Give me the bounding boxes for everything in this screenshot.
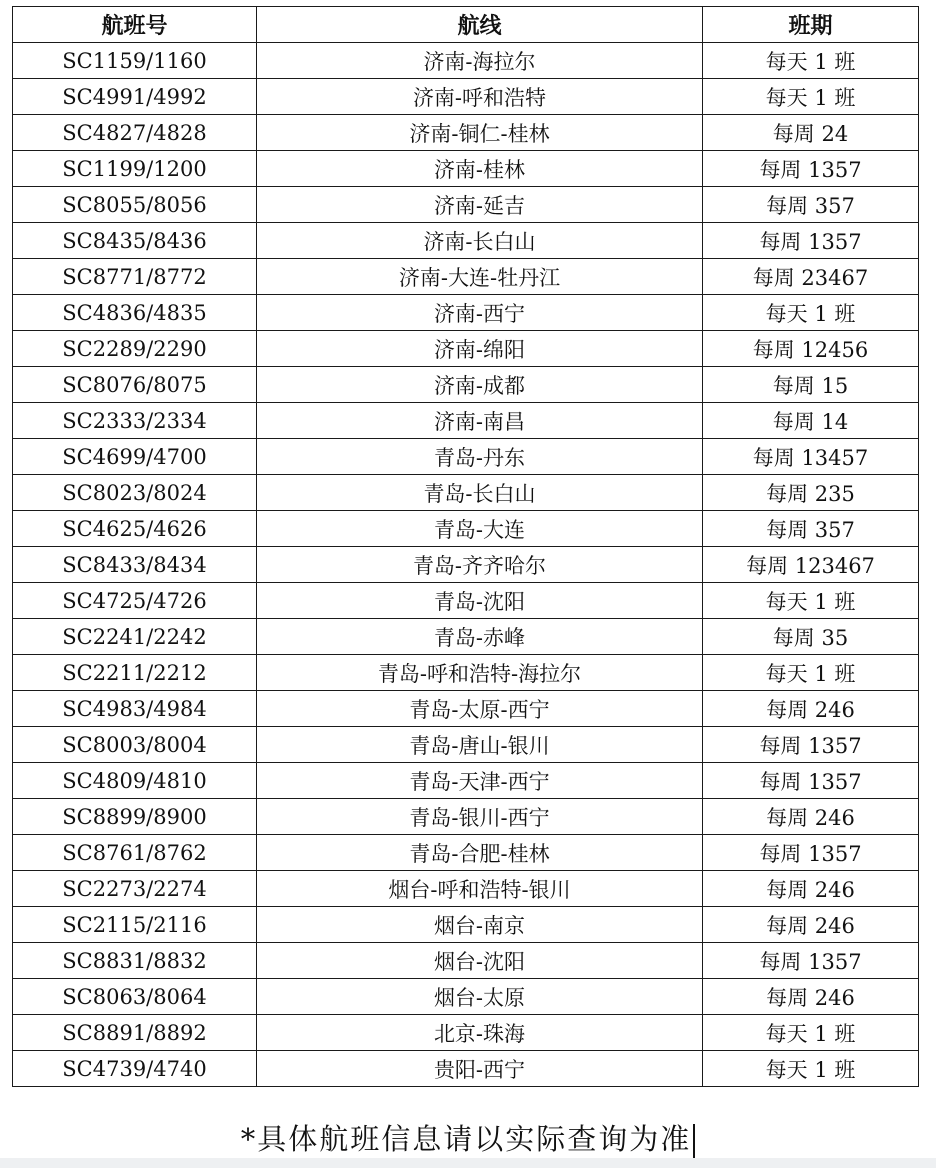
route-cell: 青岛-合肥-桂林 [257,835,703,871]
schedule-cell: 每周 12456 [703,331,919,367]
route-cell: 北京-珠海 [257,1015,703,1051]
table-row [13,331,919,367]
route-cell: 济南-海拉尔 [257,43,703,79]
flight-number-cell: SC4827/4828 [13,115,257,151]
schedule-cell: 每周 235 [703,475,919,511]
route-cell: 烟台-太原 [257,979,703,1015]
route-cell: 青岛-呼和浩特-海拉尔 [257,655,703,691]
route-cell: 济南-南昌 [257,403,703,439]
footnote[interactable] [0,1117,936,1158]
schedule-cell: 每周 1357 [703,151,919,187]
table-row [13,907,919,943]
table-row [13,1015,919,1051]
schedule-cell: 每周 246 [703,691,919,727]
flight-number-cell: SC8023/8024 [13,475,257,511]
schedule-cell: 每天 1 班 [703,79,919,115]
flight-number-cell: SC2211/2212 [13,655,257,691]
route-cell: 济南-绵阳 [257,331,703,367]
table-row [13,439,919,475]
schedule-cell: 每周 357 [703,187,919,223]
flight-number-cell: SC4836/4835 [13,295,257,331]
table-row [13,259,919,295]
route-cell: 青岛-大连 [257,511,703,547]
flight-number-cell: SC8831/8832 [13,943,257,979]
table-row [13,475,919,511]
schedule-cell: 每周 15 [703,367,919,403]
table-row [13,187,919,223]
flight-number-cell: SC4809/4810 [13,763,257,799]
schedule-cell: 每周 35 [703,619,919,655]
route-cell: 济南-成都 [257,367,703,403]
flight-number-cell: SC8003/8004 [13,727,257,763]
schedule-cell: 每周 246 [703,871,919,907]
footnote-text: *具体航班信息请以实际查询为准 [240,1122,692,1156]
table-row [13,691,919,727]
schedule-cell: 每周 23467 [703,259,919,295]
schedule-cell: 每天 1 班 [703,583,919,619]
table-row [13,367,919,403]
table-row [13,871,919,907]
flight-number-cell: SC1159/1160 [13,43,257,79]
header-route: 航线 [257,7,703,43]
table-row [13,79,919,115]
table-header-row [13,7,919,43]
table-row [13,295,919,331]
schedule-cell: 每周 357 [703,511,919,547]
flight-number-cell: SC2289/2290 [13,331,257,367]
route-cell: 青岛-赤峰 [257,619,703,655]
schedule-cell: 每周 1357 [703,763,919,799]
route-cell: 青岛-银川-西宁 [257,799,703,835]
flight-number-cell: SC8076/8075 [13,367,257,403]
table-row [13,43,919,79]
table-row [13,223,919,259]
route-cell: 济南-西宁 [257,295,703,331]
route-cell: 烟台-南京 [257,907,703,943]
route-cell: 济南-长白山 [257,223,703,259]
flight-schedule-table [12,6,919,1087]
flight-number-cell: SC8063/8064 [13,979,257,1015]
schedule-cell: 每周 24 [703,115,919,151]
schedule-cell: 每天 1 班 [703,43,919,79]
route-cell: 济南-铜仁-桂林 [257,115,703,151]
route-cell: 济南-呼和浩特 [257,79,703,115]
schedule-cell: 每天 1 班 [703,1015,919,1051]
flight-number-cell: SC8891/8892 [13,1015,257,1051]
table-row [13,799,919,835]
flight-number-cell: SC4991/4992 [13,79,257,115]
schedule-cell: 每天 1 班 [703,655,919,691]
route-cell: 青岛-丹东 [257,439,703,475]
schedule-cell: 每周 14 [703,403,919,439]
flight-number-cell: SC8761/8762 [13,835,257,871]
flight-number-cell: SC4725/4726 [13,583,257,619]
schedule-cell: 每周 1357 [703,223,919,259]
flight-number-cell: SC4983/4984 [13,691,257,727]
flight-number-cell: SC2241/2242 [13,619,257,655]
flight-number-cell: SC4699/4700 [13,439,257,475]
table-row [13,115,919,151]
schedule-cell: 每周 246 [703,979,919,1015]
schedule-cell: 每天 1 班 [703,1051,919,1087]
table-row [13,727,919,763]
route-cell: 青岛-沈阳 [257,583,703,619]
flight-number-cell: SC8055/8056 [13,187,257,223]
route-cell: 烟台-呼和浩特-银川 [257,871,703,907]
flight-number-cell: SC8771/8772 [13,259,257,295]
flight-number-cell: SC8899/8900 [13,799,257,835]
table-row [13,1051,919,1087]
schedule-cell: 每周 1357 [703,727,919,763]
flight-number-cell: SC8433/8434 [13,547,257,583]
table-row [13,763,919,799]
flight-number-cell: SC4625/4626 [13,511,257,547]
route-cell: 青岛-太原-西宁 [257,691,703,727]
schedule-cell: 每周 123467 [703,547,919,583]
route-cell: 济南-大连-牡丹江 [257,259,703,295]
flight-number-cell: SC2273/2274 [13,871,257,907]
table-row [13,511,919,547]
table-row [13,583,919,619]
table-row [13,619,919,655]
route-cell: 青岛-齐齐哈尔 [257,547,703,583]
route-cell: 青岛-天津-西宁 [257,763,703,799]
schedule-cell: 每周 1357 [703,835,919,871]
schedule-cell: 每周 246 [703,907,919,943]
route-cell: 济南-桂林 [257,151,703,187]
table-row [13,655,919,691]
route-cell: 烟台-沈阳 [257,943,703,979]
flight-number-cell: SC2333/2334 [13,403,257,439]
table-row [13,151,919,187]
header-schedule: 班期 [703,7,919,43]
schedule-cell: 每周 13457 [703,439,919,475]
route-cell: 济南-延吉 [257,187,703,223]
schedule-cell: 每周 1357 [703,943,919,979]
schedule-cell: 每周 246 [703,799,919,835]
table-body [13,43,919,1087]
bottom-edge-bar [0,1158,936,1168]
flight-number-cell: SC2115/2116 [13,907,257,943]
header-flight-number: 航班号 [13,7,257,43]
table-row [13,943,919,979]
table-row [13,547,919,583]
table-row [13,835,919,871]
text-cursor [693,1124,695,1158]
flight-number-cell: SC4739/4740 [13,1051,257,1087]
flight-number-cell: SC1199/1200 [13,151,257,187]
table-row [13,979,919,1015]
schedule-cell: 每天 1 班 [703,295,919,331]
flight-number-cell: SC8435/8436 [13,223,257,259]
table-row [13,403,919,439]
route-cell: 贵阳-西宁 [257,1051,703,1087]
route-cell: 青岛-长白山 [257,475,703,511]
route-cell: 青岛-唐山-银川 [257,727,703,763]
